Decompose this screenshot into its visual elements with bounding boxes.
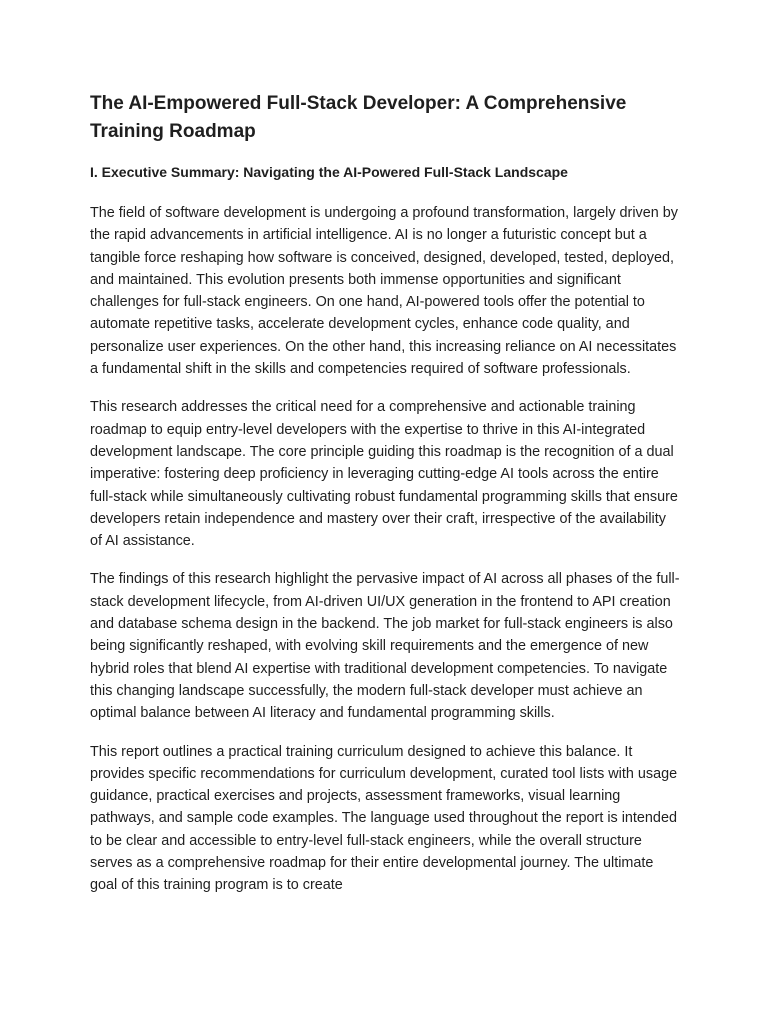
body-paragraph: The field of software development is undergoing a profound transformation, largely driven by the rapid advancements in artificial intelligence. AI is no longer a futuristic concept but a tangible force reshaping how software is conceived, designed, developed, tested, deployed, and maintained. This evolution presents both immense opportunities and significant challenges for full-stack engineers. On one hand, AI-powered tools offer the potential to automate repetitive tasks, accelerate development cycles, enhance code quality, and personalize user experiences. On the other hand, this increasing reliance on AI necessitates a fundamental shift in the skills and competencies required of software professionals. (90, 205, 678, 378)
body-paragraph: The findings of this research highlight the pervasive impact of AI across all phases of the full-stack development lifecycle, from AI-driven UI/UX generation in the frontend to API creation and database schema design in the backend. The job market for full-stack engineers is also being significantly reshaped, with evolving skill requirements and the emergence of new hybrid roles that blend AI expertise with traditional development competencies. To navigate this changing landscape successfully, the modern full-stack developer must achieve an optimal balance between AI literacy and fundamental programming skills. (90, 571, 680, 722)
body-paragraph: This report outlines a practical training curriculum designed to achieve this balance. It provides specific recommendations for curriculum development, curated tool lists with usage guidance, practical exercises and projects, assessment frameworks, visual learning pathways, and sample code examples. The language used throughout the report is intended to be clear and accessible to entry-level full-stack engineers, while the overall structure serves as a comprehensive roadmap for their entire developmental journey. The ultimate goal of this training program is to create (90, 743, 678, 894)
section-heading: I. Executive Summary: Navigating the AI-Powered Full-Stack Landscape (90, 164, 568, 180)
document-title: The AI-Empowered Full-Stack Developer: A Comprehensive Training Roadmap (90, 93, 627, 142)
body-paragraph: This research addresses the critical need for a comprehensive and actionable training roadmap to equip entry-level developers with the expertise to thrive in this AI-integrated development landscape. The core principle guiding this roadmap is the recognition of a dual imperative: fostering deep proficiency in leveraging cutting-edge AI tools across the entire full-stack while simultaneously cultivating robust fundamental programming skills that ensure developers retain independence and mastery over their craft, irrespective of the availability of AI assistance. (90, 399, 678, 550)
document-page (90, 90, 680, 913)
